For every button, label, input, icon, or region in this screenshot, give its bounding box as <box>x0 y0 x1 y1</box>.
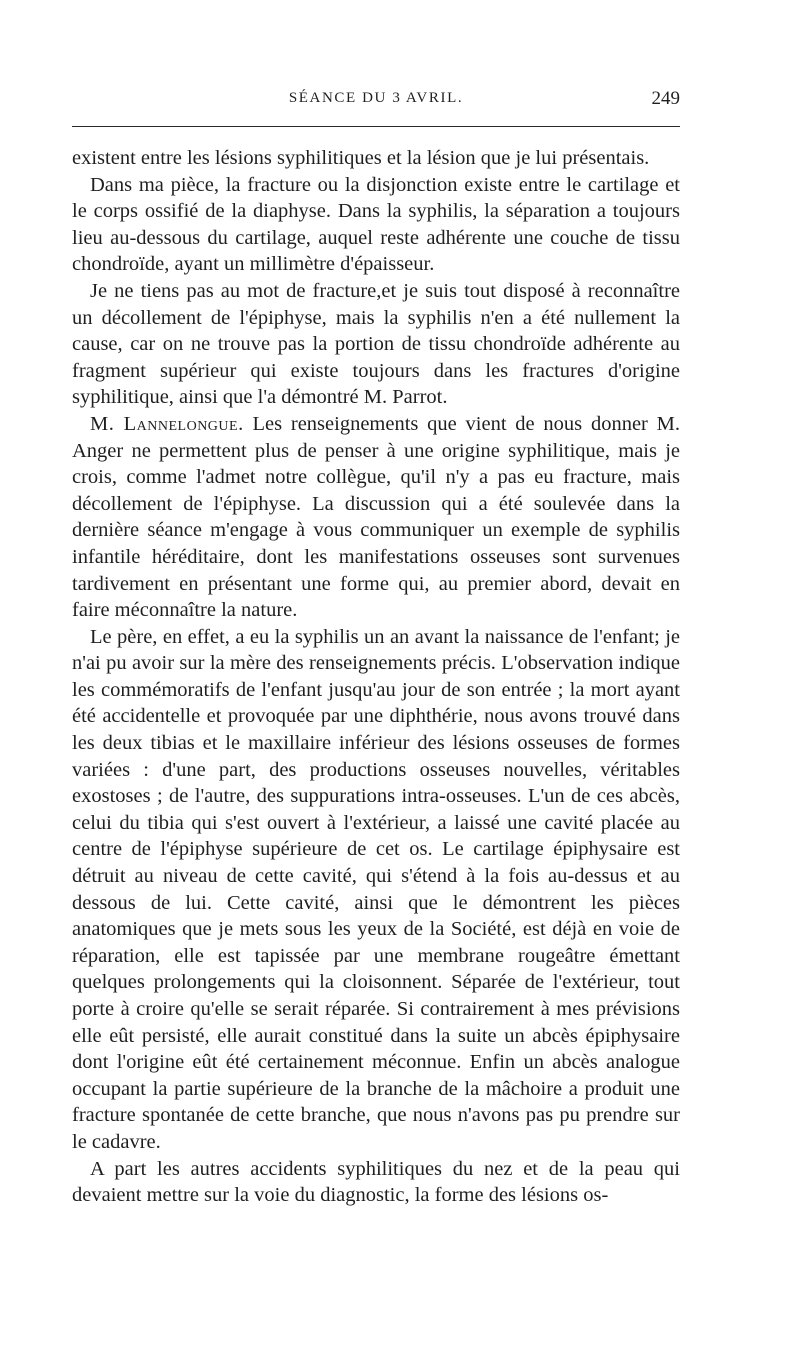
paragraph: A part les autres accidents syphilitiques du nez et de la peau qui devaient mettre sur la voie du diagnostic, la forme des lésions os- <box>72 1157 680 1207</box>
body-text <box>72 145 680 1209</box>
paragraph: Je ne tiens pas au mot de fracture,et je suis tout disposé à reconnaître un décollement de l'épiphyse, mais la syphilis n'en a été nullement la cause, car on ne trouve pas la portion de tissu chondroïde adhérente au fragment supérieur qui existe toujours dans les fractures d'origine syphilitique, ainsi que l'a démontré M. Parrot. <box>72 279 680 409</box>
running-head: SÉANCE DU 3 AVRIL. <box>288 90 464 106</box>
page-header <box>72 88 680 116</box>
speaker-text: Les renseignements que vient de nous donner M. Anger ne permettent plus de penser à une origine syphilitique, mais je crois, comme l'admet notre collègue, qu'il n'y a pas eu fracture, mais décollement de l'épiphyse. La discussion qui a été soulevée dans la dernière séance m'engage à vous communiquer un exemple de syphilis infantile héréditaire, dont les manifestations osseuses sont survenues tardivement en présentant une forme qui, au premier abord, devait en faire méconnaître la nature. <box>72 412 680 622</box>
paragraph-lannelongue <box>72 411 680 624</box>
paragraph: Le père, en effet, a eu la syphilis un an avant la naissance de l'enfant; je n'ai pu avoir sur la mère des renseignements précis. L'observation indique les commémoratifs de l'enfant jusqu'au jour de son entrée ; la mort ayant été accidentelle et provoquée par une diphthérie, nous avons trouvé dans les deux tibias et le maxillaire inférieur des lésions osseuses de formes variées : d'une part, des productions osseuses nouvelles, véritables exostoses ; de l'autre, des suppurations intra-osseuses. L'un de ces abcès, celui du tibia qui s'est ouvert à l'extérieur, a laissé une cavité placée au centre de l'épiphyse supérieure de cet os. Le cartilage épiphysaire est détruit au niveau de cette cavité, qui s'étend à la fois au-dessus et au dessous de lui. Cette cavité, ainsi que le démontrent les pièces anatomiques que je mets sous les yeux de la Société, est déjà en voie de réparation, elle est tapissée par une membrane rougeâtre émettant quelques prolongements qui la cloisonnent. Séparée de l'extérieur, tout porte à croire qu'elle se serait réparée. Si contrairement à mes prévisions elle eût persisté, elle aurait constitué dans la suite un abcès épiphysaire dont l'origine eût été certainement méconnue. Enfin un abcès analogue occupant la partie supérieure de la branche de la mâchoire a produit une fracture spontanée de cette branche, que nous n'avons pas pu prendre sur le cadavre. <box>72 625 680 1153</box>
speaker-name: M. Lannelongue. <box>90 412 244 435</box>
paragraph: Dans ma pièce, la fracture ou la disjonction existe entre le cartilage et le corps ossifié de la diaphyse. Dans la syphilis, la séparation a toujours lieu au-dessous du cartilage, auquel reste adhérente une couche de tissu chondroïde, ayant un millimètre d'épaisseur. <box>72 173 680 276</box>
page-number: 249 <box>651 88 680 109</box>
paragraph-continuation: existent entre les lésions syphilitiques et la lésion que je lui présentais. <box>72 147 650 169</box>
header-rule <box>72 126 680 127</box>
